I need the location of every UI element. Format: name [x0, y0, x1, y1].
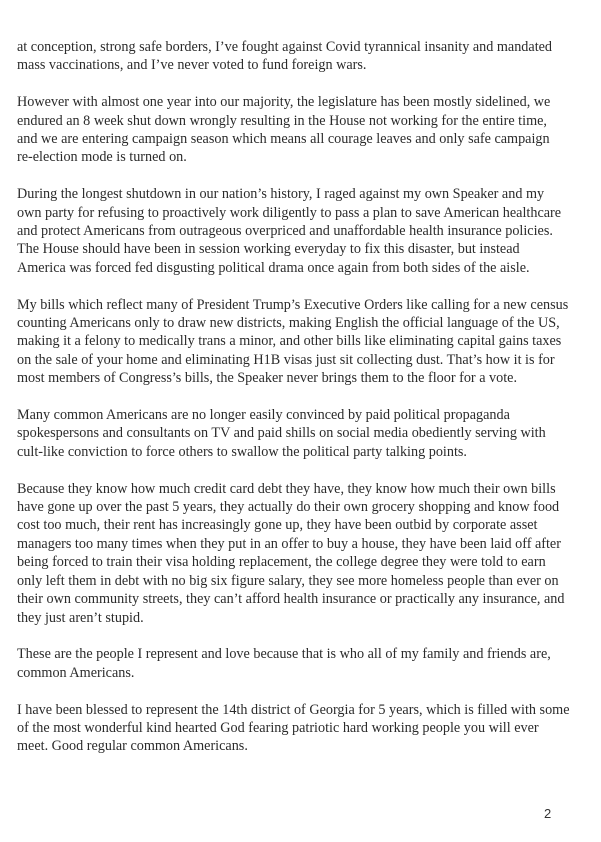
text-line: re-election mode is turned on. [17, 149, 187, 166]
text-line: meet. Good regular common Americans. [17, 738, 248, 755]
text-line: most members of Congress’s bills, the Speaker never brings them to the floor for a vote. [17, 370, 518, 387]
text-line: I have been blessed to represent the 14th district of Georgia for 5 years, which is filled with some [17, 701, 570, 718]
text-line: and protect Americans from outrageous overpriced and unaffordable health insurance policies. [17, 223, 553, 240]
text-line: cost too much, their rent has increasingly gone up, they have been outbid by corporate asset [17, 517, 538, 534]
text-line: on the sale of your home and eliminating H1B visas just sit collecting dust. That’s how it is for [17, 351, 555, 368]
paragraph-6 [17, 480, 589, 627]
paragraph-1 [17, 38, 589, 75]
paragraph-8 [17, 701, 589, 756]
text-line: endured an 8 week shut down wrongly resulting in the House not working for the entire time, [17, 112, 547, 129]
text-line: My bills which reflect many of President Trump’s Executive Orders like calling for a new census [17, 296, 569, 313]
text-line: managers too many times when they put in an offer to buy a house, they have been laid off after [17, 535, 561, 552]
text-line: have gone up over the past 5 years, they actually do their own grocery shopping and know food [17, 499, 560, 516]
paragraph-2 [17, 93, 589, 167]
text-line: The House should have been in session working everyday to fix this disaster, but instead [17, 241, 520, 258]
paragraph-3 [17, 185, 589, 277]
text-line: spokespersons and consultants on TV and paid shills on social media obediently serving with [17, 425, 546, 442]
text-line: being forced to train their visa holding replacement, the college degree they were told to earn [17, 554, 546, 571]
text-line: These are the people I represent and love because that is who all of my family and friends are, [17, 646, 551, 663]
text-line: their own community streets, they can’t afford health insurance or practically any insurance, and [17, 591, 565, 608]
paragraph-5 [17, 406, 589, 461]
text-line: Many common Americans are no longer easily convinced by paid political propaganda [17, 407, 510, 424]
text-line: own party for refusing to proactively work diligently to pass a plan to save American healthcare [17, 204, 562, 221]
text-line: common Americans. [17, 664, 135, 681]
text-line: they just aren’t stupid. [17, 609, 144, 626]
text-line: However with almost one year into our majority, the legislature has been mostly sidelined, we [17, 94, 551, 111]
text-line: counting Americans only to draw new districts, making English the official language of the US, [17, 315, 560, 332]
text-line: and we are entering campaign season which means all courage leaves and only safe campaign [17, 131, 550, 148]
text-line: During the longest shutdown in our nation’s history, I raged against my own Speaker and my [17, 186, 545, 203]
text-line: at conception, strong safe borders, I’ve fought against Covid tyrannical insanity and mandated [17, 39, 553, 55]
document-body [17, 38, 589, 774]
paragraph-4 [17, 296, 589, 388]
text-line: Because they know how much credit card debt they have, they know how much their own bills [17, 480, 556, 497]
text-line: making it a felony to medically trans a minor, and other bills like eliminating capital gains taxes [17, 333, 562, 350]
text-line: America was forced fed disgusting political drama once again from both sides of the aisle. [17, 259, 530, 276]
text-line: mass vaccinations, and I’ve never voted to fund foreign wars. [17, 57, 367, 74]
text-line: cult-like conviction to force others to swallow the political party talking points. [17, 443, 467, 460]
page-number: 2 [544, 806, 552, 821]
text-line: only left them in debt with no big six figure salary, they see more homeless people than ever on [17, 572, 559, 589]
text-line: of the most wonderful kind hearted God fearing patriotic hard working people you will ever [17, 719, 539, 736]
paragraph-7 [17, 645, 589, 682]
